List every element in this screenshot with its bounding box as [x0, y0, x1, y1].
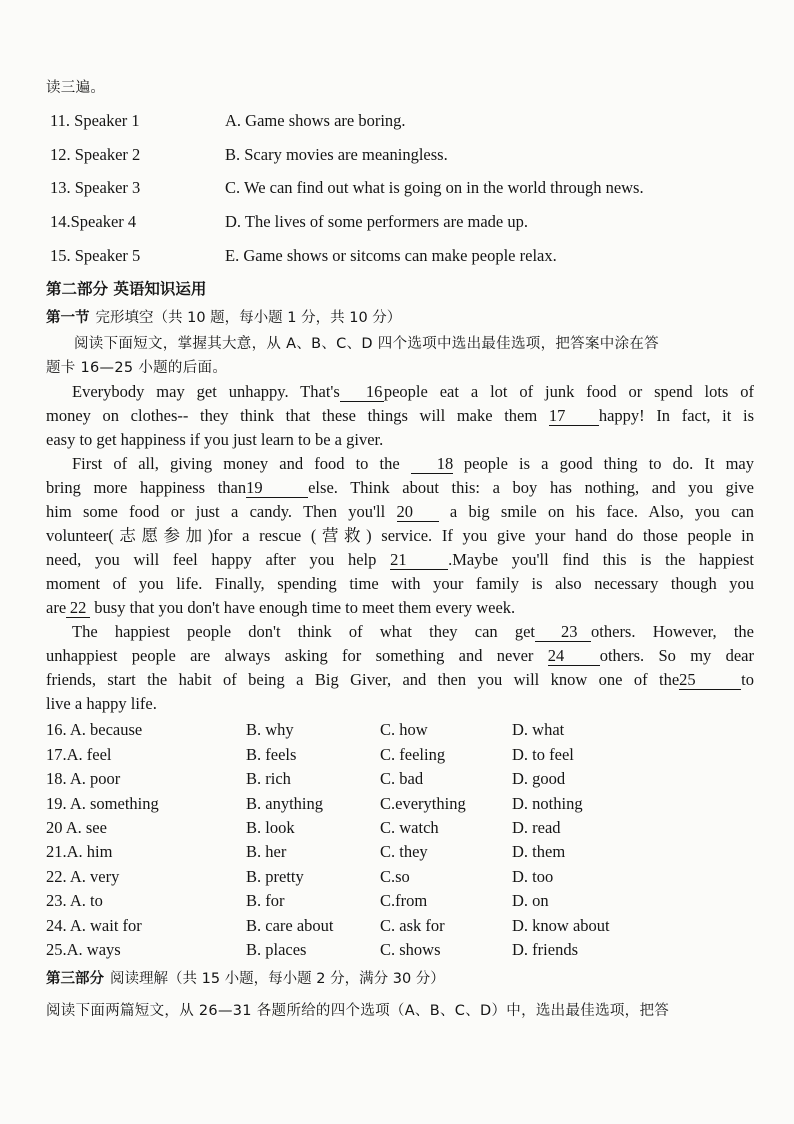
option-a: 22. A. very — [46, 866, 120, 886]
exam-page — [46, 76, 754, 1023]
option-b: B. anything — [246, 793, 323, 813]
speaker-label: 11. Speaker 1 — [50, 111, 140, 130]
option-b: B. for — [246, 891, 285, 911]
matching-option: C. We can find out what is going on in the world through news. — [225, 178, 644, 198]
passage-text: unhappiest people are always asking for something and never — [46, 646, 534, 666]
instructions-line: 题卡 16—25 小题的后面。 — [46, 360, 228, 377]
passage-line: easy to get happiness if you just learn to be a giver. — [46, 430, 384, 450]
option-d: D. what — [512, 720, 565, 740]
part3-instructions: 阅读下面两篇短文，从 26—31 各题所给的四个选项（A、B、C、D）中，选出最佳选项，把答 — [46, 1003, 670, 1020]
option-c: C.from — [380, 891, 428, 911]
part3-text: 阅读理解（共 15 小题，每小题 2 分，满分 30 分） — [110, 971, 445, 988]
passage — [46, 380, 754, 716]
passage-text: others. So my dear — [599, 646, 754, 666]
section1-heading — [46, 304, 754, 332]
blank-24: 24 — [548, 647, 600, 666]
blank-20: 20 — [397, 503, 439, 522]
blank-21: 21 — [390, 551, 448, 570]
option-d: D. them — [512, 842, 566, 862]
option-a: 21.A. him — [46, 842, 113, 862]
matching-list — [46, 104, 754, 272]
passage-line — [46, 596, 754, 620]
option-row — [46, 767, 754, 791]
speaker-label: 13. Speaker 3 — [50, 178, 141, 198]
passage-text: need, you will feel happy after you help — [46, 550, 377, 570]
option-c: C. shows — [380, 939, 441, 959]
option-c: C.everything — [380, 793, 466, 813]
option-b: B. care about — [246, 915, 334, 935]
option-b: B. feels — [246, 744, 297, 764]
passage-text: a big smile on his face. Also, you can — [449, 502, 754, 522]
top-line: 读三遍。 — [46, 80, 106, 96]
option-d: D. to feel — [512, 744, 574, 764]
option-c: C. ask for — [380, 915, 445, 935]
option-row — [46, 889, 754, 913]
option-row — [46, 840, 754, 864]
blank-16: 16 — [340, 383, 384, 402]
passage-text: to — [741, 670, 754, 690]
passage-text: busy that you don't have enough time to meet them every week. — [94, 598, 516, 618]
passage-text: others. However, the — [591, 622, 754, 642]
option-a: 25.A. ways — [46, 939, 121, 959]
passage-text: happy! In fact, it is — [598, 406, 754, 426]
option-row — [46, 792, 754, 816]
option-a: 20 A. see — [46, 818, 107, 837]
option-d: D. on — [512, 891, 549, 911]
option-a: 24. A. wait for — [46, 915, 142, 935]
blank-18: 18 — [411, 455, 453, 474]
passage-line — [46, 404, 754, 428]
option-a: 18. A. poor — [46, 769, 121, 789]
matching-option: A. Game shows are boring. — [225, 111, 406, 130]
passage-text: Everybody may get unhappy. That's — [72, 382, 340, 402]
passage-line — [46, 380, 754, 404]
option-c: C. watch — [380, 818, 439, 837]
passage-text: people eat a lot of junk food or spend lots of — [383, 382, 754, 402]
option-b: B. her — [246, 842, 287, 862]
matching-row — [46, 104, 754, 138]
matching-option: D. The lives of some performers are made up. — [225, 212, 529, 232]
passage-line: live a happy life. — [46, 694, 157, 714]
matching-option: B. Scary movies are meaningless. — [225, 144, 448, 164]
passage-line — [46, 620, 754, 644]
passage-text: him some food or just a candy. Then you'll — [46, 502, 386, 522]
option-d: D. nothing — [512, 793, 583, 813]
blank-25: 25 — [679, 671, 741, 690]
section1-lead: 第一节 — [46, 310, 90, 327]
section1-text: 完形填空（共 10 题，每小题 1 分，共 10 分） — [95, 310, 402, 327]
option-c: C. bad — [380, 769, 424, 789]
option-row — [46, 743, 754, 767]
option-d: D. read — [512, 818, 561, 837]
option-b: B. look — [246, 818, 295, 837]
option-a: 23. A. to — [46, 891, 103, 911]
passage-text: friends, start the habit of being a Big Giver, and then you will know one of the — [46, 670, 680, 690]
passage-text: .Maybe you'll find this is the happiest — [448, 550, 754, 570]
matching-row — [46, 171, 754, 205]
part3-heading — [46, 965, 754, 993]
option-row — [46, 816, 754, 840]
passage-line — [46, 476, 754, 500]
option-d: D. friends — [512, 939, 578, 959]
passage-text: The happiest people don't think of what they can get — [72, 622, 536, 642]
passage-text: First of all, giving money and food to the — [72, 454, 400, 474]
blank-19: 19 — [246, 479, 308, 498]
option-b: B. why — [246, 720, 294, 740]
option-b: B. places — [246, 939, 307, 959]
option-row — [46, 938, 754, 962]
passage-line: moment of you life. Finally, spending time with your family is also necessary though you — [46, 574, 754, 594]
passage-text: else. Think about this: a boy has nothing, and you give — [308, 478, 754, 498]
option-row — [46, 914, 754, 938]
passage-line — [46, 644, 754, 668]
passage-line: volunteer(志愿参加)for a rescue (营救) service. If you give your hand do those people in — [46, 526, 754, 546]
matching-row — [46, 239, 754, 273]
blank-17: 17 — [549, 407, 599, 426]
option-row — [46, 718, 754, 742]
blank-23: 23 — [535, 623, 591, 642]
option-b: B. pretty — [246, 866, 304, 886]
option-row — [46, 865, 754, 889]
options-grid — [46, 718, 754, 962]
part2-heading: 第二部分 英语知识运用 — [46, 280, 207, 299]
passage-line — [46, 548, 754, 572]
option-b: B. rich — [246, 769, 291, 789]
option-d: D. good — [512, 769, 566, 789]
speaker-label: 15. Speaker 5 — [50, 245, 141, 265]
option-a: 16. A. because — [46, 720, 143, 740]
passage-line — [46, 668, 754, 692]
passage-text: money on clothes-- they think that these things will make them — [46, 406, 538, 426]
option-d: D. know about — [512, 915, 610, 935]
speaker-label: 14.Speaker 4 — [50, 212, 137, 232]
option-c: C. how — [380, 720, 428, 740]
matching-option: E. Game shows or sitcoms can make people relax. — [225, 245, 557, 265]
matching-row — [46, 138, 754, 172]
matching-row — [46, 205, 754, 239]
speaker-label: 12. Speaker 2 — [50, 144, 141, 164]
option-d: D. too — [512, 866, 554, 886]
option-c: C. feeling — [380, 744, 446, 764]
passage-line — [46, 500, 754, 524]
passage-text: people is a good thing to do. It may — [463, 454, 755, 474]
option-c: C.so — [380, 866, 410, 886]
instructions-line: 阅读下面短文，掌握其大意，从 A、B、C、D 四个选项中选出最佳选项，把答案中涂在答 — [74, 336, 659, 353]
passage-text: are — [46, 598, 67, 618]
option-a: 19. A. something — [46, 793, 159, 813]
passage-text: bring more happiness than — [46, 478, 247, 498]
part3-lead: 第三部分 — [46, 971, 104, 988]
option-c: C. they — [380, 842, 428, 862]
passage-line — [46, 452, 754, 476]
blank-22: 22 — [66, 599, 90, 618]
option-a: 17.A. feel — [46, 744, 112, 764]
